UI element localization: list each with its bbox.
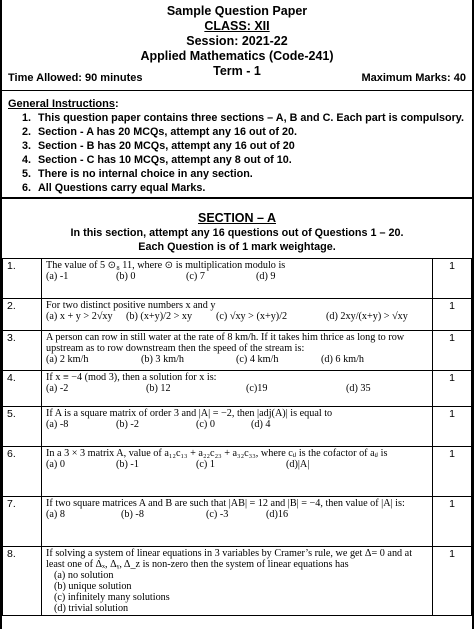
answer-option: (a) 0 <box>46 459 65 470</box>
answer-option: (a) -2 <box>46 383 69 394</box>
answer-option: (b) -2 <box>116 419 139 430</box>
answer-option: (d) 9 <box>256 271 276 282</box>
section-instruction: In this section, attempt any 16 questions out of Questions 1 – 20. <box>70 227 404 239</box>
answer-option: (d)|A| <box>286 459 310 470</box>
question-text: For two distinct positive numbers x and y <box>46 300 216 311</box>
answer-option: (a) 2 km/h <box>46 354 89 365</box>
answer-option: (d) 2xy/(x+y) > √xy <box>326 311 408 322</box>
question-number: 2. <box>3 299 42 331</box>
answer-options <box>46 311 428 322</box>
instruction-item <box>22 125 297 139</box>
maximum-marks: Maximum Marks: 40 <box>361 72 466 84</box>
instruction-text: Section - B has 20 MCQs, attempt any 16 out of 20 <box>38 140 295 152</box>
answer-option: (c) 1 <box>196 459 215 470</box>
instruction-item <box>22 167 253 181</box>
question-row <box>3 547 472 616</box>
answer-option: (c)19 <box>246 383 268 394</box>
instruction-item <box>22 111 464 125</box>
subject-label: Applied Mathematics (Code-241) <box>140 49 334 63</box>
question-body <box>42 407 433 447</box>
question-body <box>42 547 433 616</box>
question-text: If solving a system of linear equations in 3 variables by Cramer’s rule, we get Δ= 0 and at least one of Δₓ, Δᵧ, Δ_z is non-zero then the system of linear equations has <box>46 548 413 570</box>
answer-options <box>46 419 428 430</box>
question-number: 1. <box>3 259 42 299</box>
answer-option: (c) 7 <box>186 271 205 282</box>
answer-option: (d) trivial solution <box>54 603 129 614</box>
question-row <box>3 407 472 447</box>
question-mark: 1 <box>433 497 472 547</box>
question-body <box>42 259 433 299</box>
question-mark: 1 <box>433 299 472 331</box>
answer-options <box>46 509 428 520</box>
question-mark: 1 <box>433 447 472 497</box>
question-number: 8. <box>3 547 42 616</box>
answer-option: (a) 8 <box>46 509 65 520</box>
instruction-number: 6. <box>22 182 32 194</box>
answer-option: (b) (x+y)/2 > xy <box>126 311 193 322</box>
answer-option: (c) √xy > (x+y)/2 <box>216 311 288 322</box>
question-body <box>42 371 433 407</box>
answer-option: (d) 35 <box>346 383 371 394</box>
term-label: Term - 1 <box>213 64 261 78</box>
answer-options <box>46 570 428 614</box>
answer-option: (b) 3 km/h <box>141 354 185 365</box>
answer-option: (a) -1 <box>46 271 69 282</box>
question-row <box>3 299 472 331</box>
question-body <box>42 299 433 331</box>
question-body <box>42 447 433 497</box>
answer-option: (a) no solution <box>54 570 114 581</box>
question-mark: 1 <box>433 407 472 447</box>
class-label: CLASS: XII <box>204 19 270 33</box>
question-mark: 1 <box>433 371 472 407</box>
question-row <box>3 371 472 407</box>
section-weightage: Each Question is of 1 mark weightage. <box>138 241 336 253</box>
question-mark: 1 <box>433 259 472 299</box>
instruction-number: 3. <box>22 140 32 152</box>
session-label: Session: 2021-22 <box>186 34 288 48</box>
question-text: If A is a square matrix of order 3 and |A| = −2, then |adj(A)| is equal to <box>46 408 333 419</box>
answer-option: (b) -8 <box>121 509 144 520</box>
instructions-colon: : <box>114 98 119 110</box>
instruction-number: 5. <box>22 168 32 180</box>
section-separator <box>0 90 474 91</box>
question-row <box>3 497 472 547</box>
question-body <box>42 497 433 547</box>
answer-option: (b) unique solution <box>54 581 132 592</box>
answer-option: (d) 4 <box>251 419 271 430</box>
question-text: If two square matrices A and B are such that |AB| = 12 and |B| = −4, then value of |A| is: <box>46 498 405 509</box>
answer-option: (a) -8 <box>46 419 69 430</box>
answer-option: (c) infinitely many solutions <box>54 592 170 603</box>
instruction-text: Section - A has 20 MCQs, attempt any 16 out of 20. <box>38 126 297 138</box>
answer-option: (b) 12 <box>146 383 171 394</box>
answer-option: (b) 0 <box>116 271 136 282</box>
instruction-item <box>22 153 292 167</box>
section-title: SECTION – A <box>197 211 277 225</box>
answer-option: (a) x + y > 2√xy <box>46 311 113 322</box>
answer-options <box>46 383 428 394</box>
instruction-text: This question paper contains three sections – A, B and C. Each part is compulsory. <box>38 112 464 124</box>
paper-title: Sample Question Paper <box>166 4 308 18</box>
answer-option: (b) -1 <box>116 459 139 470</box>
question-text: In a 3 × 3 matrix A, value of a₁₂c₁₃ + a₂₂c₂₃ + a₃₂c₃₃, where cᵢⱼ is the cofactor of aᵢⱼ is <box>46 448 388 459</box>
question-row <box>3 331 472 371</box>
answer-option: (d) 6 km/h <box>321 354 365 365</box>
question-text: The value of 5 ⊙₈ 11, where ⊙ is multiplication modulo is <box>46 260 286 271</box>
answer-option: (c) 0 <box>196 419 215 430</box>
question-number: 7. <box>3 497 42 547</box>
question-row <box>3 447 472 497</box>
instruction-number: 2. <box>22 126 32 138</box>
question-mark: 1 <box>433 547 472 616</box>
question-body <box>42 331 433 371</box>
question-number: 4. <box>3 371 42 407</box>
instruction-number: 4. <box>22 154 32 166</box>
instruction-number: 1. <box>22 112 32 124</box>
answer-options <box>46 459 428 470</box>
instruction-item <box>22 139 295 153</box>
question-text: If x ≡ −4 (mod 3), then a solution for x is: <box>46 372 217 383</box>
question-mark: 1 <box>433 331 472 371</box>
question-number: 3. <box>3 331 42 371</box>
time-allowed: Time Allowed: 90 minutes <box>8 72 143 84</box>
question-number: 6. <box>3 447 42 497</box>
answer-option: (c) -3 <box>206 509 229 520</box>
answer-option: (d)16 <box>266 509 289 520</box>
answer-options <box>46 271 428 282</box>
question-row <box>3 259 472 299</box>
answer-options <box>46 354 428 365</box>
instruction-item <box>22 181 205 195</box>
question-text: A person can row in still water at the rate of 8 km/h. If it takes him thrice as long to row upstream as to row downstream then the speed of the stream is: <box>46 332 405 354</box>
instruction-text: All Questions carry equal Marks. <box>38 182 206 194</box>
answer-option: (c) 4 km/h <box>236 354 279 365</box>
questions-table <box>2 258 472 616</box>
section-separator <box>0 197 474 199</box>
instructions-heading: General Instructions: <box>8 98 119 110</box>
instruction-text: There is no internal choice in any section. <box>38 168 253 180</box>
instruction-text: Section - C has 10 MCQs, attempt any 8 out of 10. <box>38 154 292 166</box>
question-number: 5. <box>3 407 42 447</box>
